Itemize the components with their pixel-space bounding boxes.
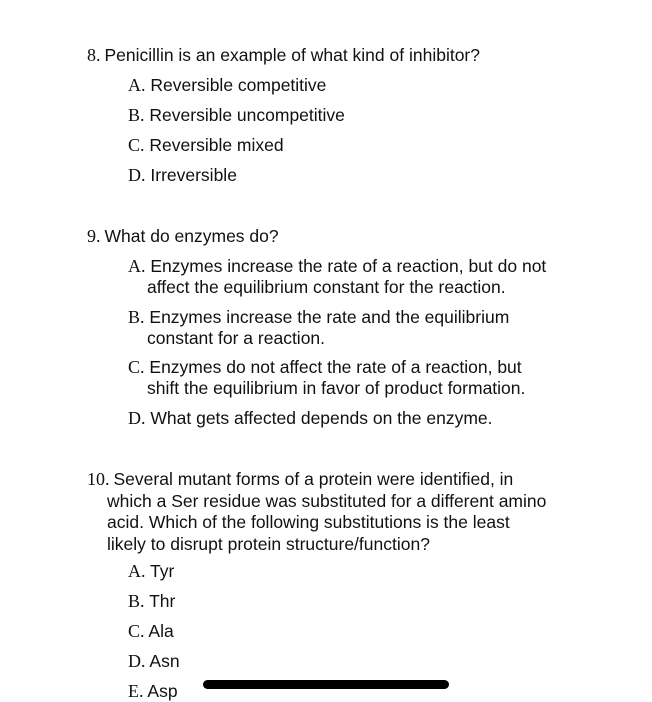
question-text-line: which a Ser residue was substituted for a different amino: [107, 490, 547, 511]
option-text: Tyr: [150, 561, 175, 581]
question-8-option-a[interactable]: [128, 75, 326, 96]
option-text: Reversible mixed: [149, 135, 284, 155]
option-letter: B.: [128, 591, 145, 611]
option-text-line: Enzymes increase the rate and the equilibrium: [149, 307, 510, 327]
question-9-stem: [87, 225, 279, 247]
question-text: Penicillin is an example of what kind of inhibitor?: [104, 45, 480, 65]
question-8-option-c[interactable]: [128, 135, 284, 156]
question-8-stem: [87, 44, 480, 66]
option-text: Asn: [149, 651, 180, 671]
question-9-option-d[interactable]: [128, 408, 493, 429]
question-text-line: acid. Which of the following substitutions is the least: [107, 512, 510, 532]
question-10-stem: [87, 469, 546, 555]
home-indicator-bar[interactable]: [203, 680, 449, 689]
question-10-option-c[interactable]: [128, 621, 174, 642]
option-text-line: shift the equilibrium in favor of product formation.: [147, 378, 526, 398]
question-number: 9.: [87, 226, 101, 246]
question-8-option-b[interactable]: [128, 105, 345, 126]
option-letter: A.: [128, 75, 146, 95]
option-letter: B.: [128, 307, 145, 327]
question-number: 10.: [87, 469, 110, 489]
option-letter: A.: [128, 561, 146, 581]
option-text: What gets affected depends on the enzyme.: [150, 408, 493, 428]
option-text: Asp: [147, 681, 178, 701]
option-letter: C.: [128, 357, 145, 377]
option-letter: A.: [128, 256, 146, 276]
question-10-option-d[interactable]: [128, 651, 180, 672]
option-letter: E.: [128, 681, 144, 701]
option-text-line: constant for a reaction.: [147, 328, 326, 348]
question-9-option-a[interactable]: [128, 256, 546, 298]
question-10-option-e[interactable]: [128, 681, 178, 702]
question-9-option-c[interactable]: [128, 357, 525, 399]
option-letter: C.: [128, 135, 145, 155]
option-text: Ala: [148, 621, 174, 641]
option-text-line: Enzymes do not affect the rate of a reaction, but: [149, 357, 522, 377]
question-text-line: Several mutant forms of a protein were identified, in: [113, 469, 514, 489]
option-letter: D.: [128, 651, 146, 671]
option-letter: D.: [128, 408, 146, 428]
option-letter: B.: [128, 105, 145, 125]
option-text: Reversible competitive: [150, 75, 327, 95]
option-text: Reversible uncompetitive: [149, 105, 345, 125]
question-9-option-b[interactable]: [128, 307, 509, 349]
option-text: Thr: [149, 591, 176, 611]
question-text-line: likely to disrupt protein structure/function?: [107, 533, 430, 554]
option-text-line: affect the equilibrium constant for the reaction.: [147, 277, 506, 297]
option-text: Irreversible: [150, 165, 237, 185]
question-text: What do enzymes do?: [104, 226, 279, 246]
question-10-option-a[interactable]: [128, 561, 174, 582]
question-number: 8.: [87, 45, 101, 65]
question-8-option-d[interactable]: [128, 165, 237, 186]
option-letter: C.: [128, 621, 145, 641]
question-10-option-b[interactable]: [128, 591, 175, 612]
option-text-line: Enzymes increase the rate of a reaction, but do not: [150, 256, 547, 276]
option-letter: D.: [128, 165, 146, 185]
